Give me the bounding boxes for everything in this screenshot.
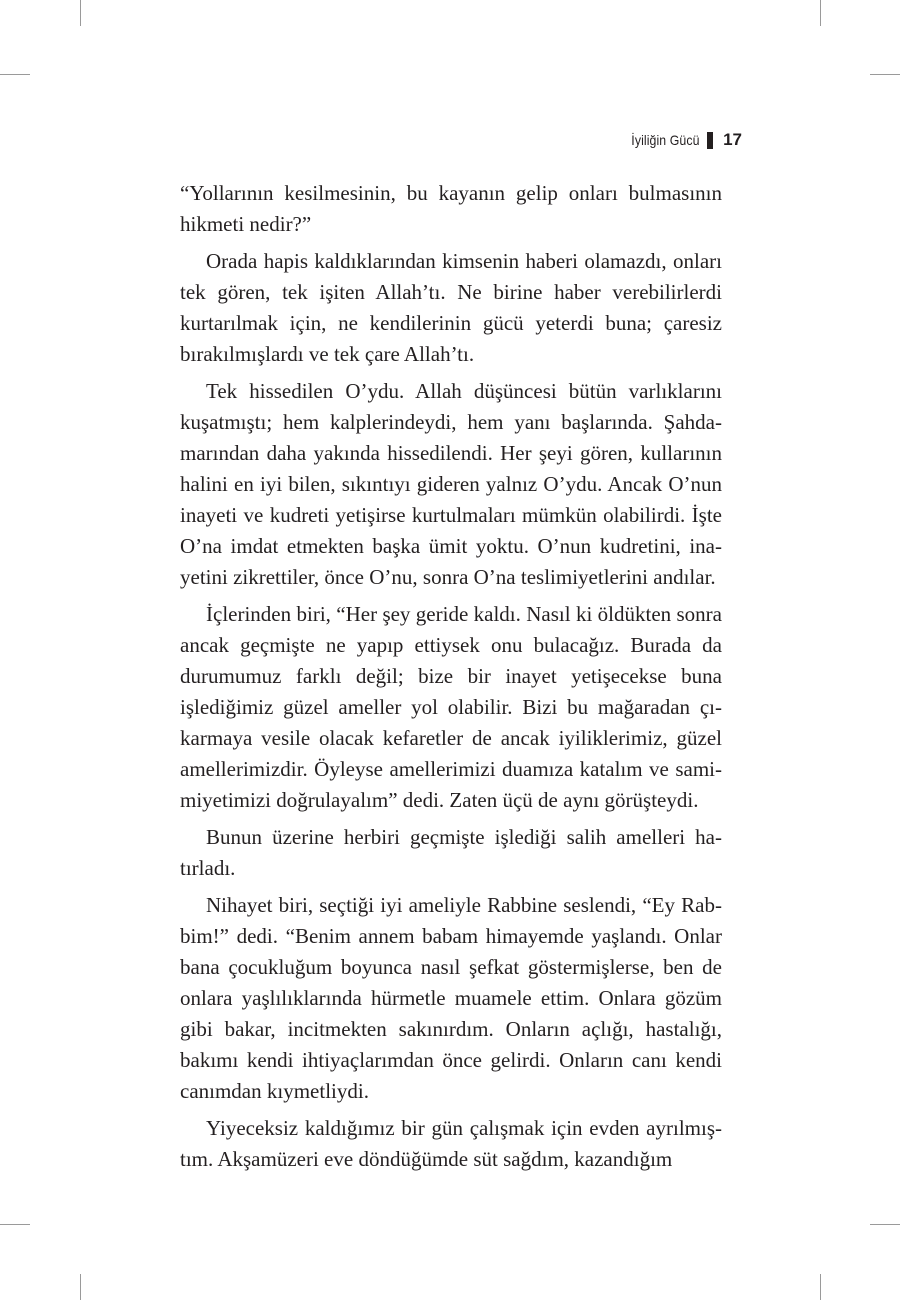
paragraph: Orada hapis kaldıklarından kimsenin haberi olamazdı, onları tek gören, tek işiten Allah’tı. Ne birine haber verebilirlerdi kurtarılmak için, ne kendilerinin gücü yeterdi buna; çaresiz bırakılmışlardı ve tek çare Allah’tı. xyxy=(180,249,722,366)
body-text xyxy=(180,178,722,1181)
crop-mark-top-left xyxy=(80,0,81,26)
paragraph: İçlerinden biri, “Her şey geride kaldı. Nasıl ki öldükten sonra ancak geçmişte ne yapıp ettiysek onu bulacağız. Burada da durumumuz farklı değil; bize bir inayet yetişecekse buna işlediğimiz güzel ameller yol olabilir. Bizi bu mağaradan çıkarmaya vesile olacak kefaretler de ancak iyiliklerimiz, güzel amellerimizdir. Öyleyse amellerimizi duamıza katalım ve samimiyetimizi doğrulayalım” dedi. Zaten üçü de aynı görüşteydi. xyxy=(180,602,722,812)
running-header xyxy=(622,130,742,150)
crop-mark-right-top xyxy=(870,74,900,75)
running-title: İyiliğin Gücü xyxy=(630,132,700,148)
crop-mark-bottom-left xyxy=(80,1274,81,1300)
page-number: 17 xyxy=(723,130,742,149)
paragraph: “Yollarının kesilmesinin, bu kayanın gelip onları bulmasının hikmeti nedir?” xyxy=(180,181,722,236)
crop-mark-top-right xyxy=(820,0,821,26)
crop-mark-right-bottom xyxy=(870,1224,900,1225)
crop-mark-left-top xyxy=(0,74,30,75)
crop-mark-bottom-right xyxy=(820,1274,821,1300)
paragraph: Nihayet biri, seçtiği iyi ameliyle Rabbine seslendi, “Ey Rabbim!” dedi. “Benim annem babam himayemde yaşlandı. Onlar bana çocukluğum boyunca nasıl şefkat göstermişlerse, ben de onlara yaşlılıklarında hürmetle muamele ettim. Onlara gözüm gibi bakar, incitmekten sakınırdım. Onların açlığı, hastalığı, bakımı kendi ihtiyaçlarımdan önce gelirdi. Onların canı kendi canımdan kıymetliydi. xyxy=(180,893,722,1103)
header-separator-bar xyxy=(707,132,713,149)
crop-mark-left-bottom xyxy=(0,1224,30,1225)
paragraph: Tek hissedilen O’ydu. Allah düşüncesi bütün varlıklarını kuşatmıştı; hem kalplerindeydi, hem yanı başlarında. Şahdamarından daha yakında hissedilendi. Her şeyi gören, kullarının halini en iyi bilen, sıkıntıyı gideren yalnız O’ydu. Ancak O’nun inayeti ve kudreti yetişirse kurtulmaları mümkün olabilirdi. İşte O’na imdat etmekten başka ümit yoktu. O’nun kudretini, inayetini zikrettiler, önce O’nu, sonra O’na teslimiyetlerini andılar. xyxy=(180,379,722,589)
paragraph: Bunun üzerine herbiri geçmişte işlediği salih amelleri hatırladı. xyxy=(180,825,722,880)
paragraph: Yiyeceksiz kaldığımız bir gün çalışmak için evden ayrılmıştım. Akşamüzeri eve döndüğümde süt sağdım, kazandığım xyxy=(180,1116,722,1171)
